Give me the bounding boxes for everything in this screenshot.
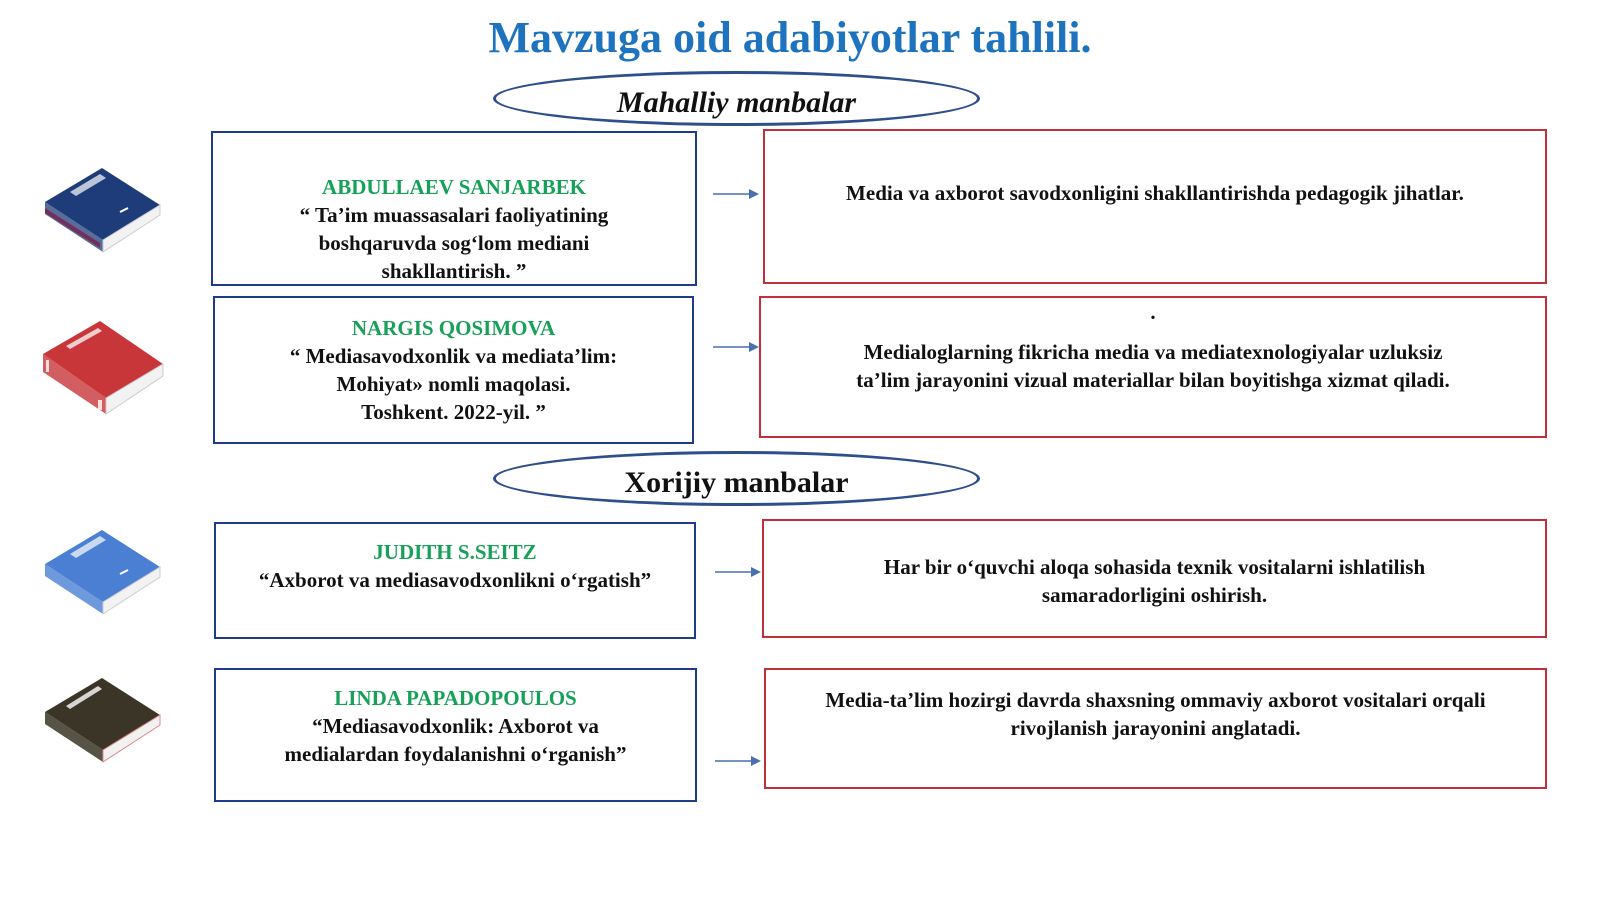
description-box-1	[763, 129, 1547, 284]
description-text-1: Media va axborot savodxonligini shakllantirishda pedagogik jihatlar.	[846, 181, 1464, 205]
description-text-2: Medialoglarning fikricha media va mediatexnologiyalar uzluksiz ta’lim jarayonini vizual materiallar bilan boyitishga xizmat qiladi.	[856, 340, 1450, 392]
source-work-3: “Axborot va mediasavodxonlikni o‘rgatish”	[258, 568, 652, 592]
local-sources-text: Mahalliy manbalar	[616, 85, 857, 119]
foreign-sources-label	[493, 451, 980, 506]
source-work-4: “Mediasavodxonlik: Axborot va medialardan foydalanishni o‘rganish”	[284, 714, 627, 766]
arrow-right-icon-1	[713, 188, 759, 200]
source-work-1: “ Ta’im muassasalari faoliyatining boshqaruvda sog‘lom mediani shakllantirish. ”	[299, 203, 609, 283]
dark-brown-book-icon	[40, 670, 170, 780]
local-sources-label	[493, 71, 980, 126]
arrow-right-icon-4	[715, 755, 761, 767]
source-author-2: NARGIS QOSIMOVA	[351, 316, 556, 340]
description-text-4: Media-ta’lim hozirgi davrda shaxsning ommaviy axborot vositalari orqali rivojlanish jarayonini anglatadi.	[825, 688, 1486, 740]
description-box-4	[764, 668, 1547, 789]
arrow-right-icon-3	[715, 566, 761, 578]
blue-book-icon	[40, 522, 170, 632]
description-text-3: Har bir o‘quvchi aloqa sohasida texnik vositalarni ishlatilish samaradorligini oshirish.	[883, 555, 1426, 607]
arrow-right-icon-2	[713, 341, 759, 353]
source-author-1: ABDULLAEV SANJARBEK	[322, 175, 586, 199]
source-author-4: LINDA PAPADOPOULOS	[334, 686, 577, 710]
source-box-2	[213, 296, 694, 444]
page-title: Mavzuga oid adabiyotlar tahlili.	[488, 13, 1092, 62]
navy-book-icon	[40, 160, 170, 270]
description-dot-2: .	[1150, 300, 1156, 324]
source-author-3: JUDITH S.SEITZ	[373, 540, 537, 564]
source-box-4	[214, 668, 697, 802]
foreign-sources-text: Xorijiy manbalar	[624, 465, 849, 499]
description-box-3	[762, 519, 1547, 638]
source-box-1	[211, 131, 697, 286]
source-work-2: “ Mediasavodxonlik va mediata’lim: Mohiyat» nomli maqolasi. Toshkent. 2022-yil. ”	[289, 344, 618, 424]
description-box-2	[759, 296, 1547, 438]
red-book-icon	[38, 316, 168, 426]
source-box-3	[214, 522, 696, 639]
